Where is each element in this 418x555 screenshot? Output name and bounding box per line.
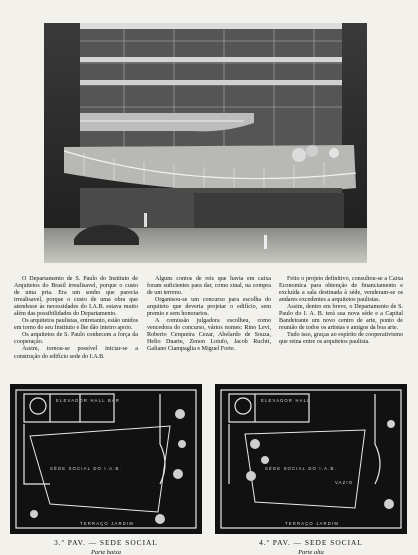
plan-label-main: SÉDE SOCIAL DO I.A.B.	[265, 466, 337, 471]
paragraph: Alguns contos de reis que havia em caixa foram suficientes para dar, como sinal, na compra de um terreno.	[147, 276, 271, 297]
plan-label-main: SÉDE SOCIAL DO I.A.B.	[50, 466, 122, 471]
plan-label-bottom: TERRAÇO JARDIM	[80, 521, 135, 526]
plan-label-side: VAZIO	[335, 480, 354, 485]
paragraph: Assim, tornou-se possível iniciar-se a construção do edifício sede do I.A.B.	[14, 346, 138, 360]
plan-label-bottom: TERRAÇO JARDIM	[285, 521, 340, 526]
plan-subcaption-right: Parte alta	[298, 549, 324, 555]
plan-caption-right: 4.º PAV. — SEDE SOCIAL	[259, 538, 363, 547]
paragraph: Assim, dentro em breve, o Departamento de S. Paulo do I. A. B. terá sua nova séde e a Capital Bandeirante um novo centro de arte, ponto de reunião de todos os artistas e amigos da boa arte.	[279, 304, 403, 332]
paragraph: Organisou-se um concurso para escolha do arquiteto que deveria projetar o edifício, sem premio e sem honorarios.	[147, 297, 271, 318]
plan-caption-left: 3.º PAV. — SEDE SOCIAL	[54, 538, 158, 547]
paragraph: Feito o projeto definitivo, consultou-se a Caixa Economica para obtenção de financiamento e excluída a sala destinada à séde, venderam-se os andares excedentes a arquitetos paulistas.	[279, 276, 403, 304]
floor-plan-4th	[215, 384, 407, 534]
plan-label-top: ELEVADOR HALL BAR	[56, 398, 121, 403]
floor-plan-3rd	[10, 384, 202, 534]
text-column-3	[279, 276, 403, 346]
plan-subcaption-left: Parte baixa	[91, 549, 121, 555]
text-column-2	[147, 276, 271, 354]
plan-label-top: ELEVADOR HALL	[261, 398, 311, 403]
text-column-1	[14, 276, 138, 361]
paragraph: Os arquitetos de S. Paulo conhecem a força da cooperação.	[14, 332, 138, 346]
paragraph: A comissão julgadora escolheu, como vencedora do concurso, vários nomes: Rino Levi, Roberto Cerqueira Cezar, Abelardo de Souza, Helio Duarte, Zenon Lotufo, Jacob Ruchti, Galiano Ciampaglia e Miguel Forte.	[147, 318, 271, 353]
paragraph: Os arquitetos paulistas, entretanto, estão unidos em torno do seu Instituto e lhe dão inteiro apoio.	[14, 318, 138, 332]
building-model-photo	[44, 23, 367, 263]
paragraph: O Departamento de S. Paulo do Instituto de Arquitetos do Brasil irrealisavel, porque o custo de uma pria. Era um sonho que parecia irrealisavel, porque o custo de uma obra que atendesse às necessidades do I.A.B. estava muito além das possibilidades do Departamento.	[14, 276, 138, 318]
paragraph: Tudo isso, graças ao espírito de cooperativismo que reina entre os arquitetos paulista.	[279, 332, 403, 346]
